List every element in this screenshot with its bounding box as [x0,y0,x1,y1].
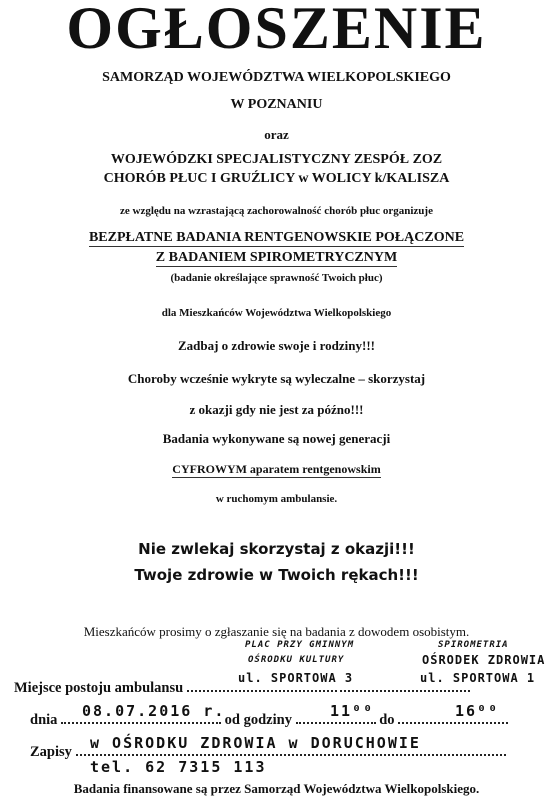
signup-label: Zapisy [30,744,72,760]
notice-title: OGŁOSZENIE [66,0,487,61]
co-organizer-line1: WOJEWÓDZKI SPECJALISTYCZNY ZESPÓŁ ZOZ [110,152,443,167]
organizer-name: SAMORZĄD WOJEWÓDZTWA WIELKOPOLSKIEGO [102,70,451,85]
headline-line2-text: Z BADANIEM SPIROMETRYCZNYM [155,250,398,265]
date-label: dnia [30,712,58,728]
device-text: CYFROWYM aparatem rentgenowskim [172,462,381,476]
funding-note: Badania finansowane są przez Samorząd Województwa Wielkopolskiego. [73,781,480,796]
id-requirement-note: Mieszkańców prosimy o zgłaszanie się na badania z dowodem osobistym. [83,624,470,639]
from-hour-handwritten: 11⁰⁰ [330,702,375,720]
location-handwritten-top: PLAC PRZY GMINNYM [245,640,355,650]
device-line [0,462,553,477]
co-organizer-line2: CHORÓB PŁUC I GRUŹLICY w WOLICY k/KALISZA [103,171,450,186]
phone-handwritten: tel. 62 7315 113 [90,758,267,776]
location-handwritten: ul. SPORTOWA 3 [238,671,354,685]
date-handwritten: 08.07.2016 r. [82,702,226,720]
slogan-4: Badania wykonywane są nowej generacji [162,431,391,446]
to-hour-label: do [379,712,395,728]
headline-line2 [0,250,553,266]
vehicle-text: w ruchomym ambulansie. [215,493,338,505]
signup-handwritten: w OŚRODKU ZDROWIA w DORUCHOWIE [90,734,421,752]
slogan-3: z okazji gdy nie jest za późno!!! [189,402,364,417]
location-handwritten-mid: OŚRODKU KULTURY [248,655,345,665]
headline-line1-text: BEZPŁATNE BADANIA RENTGENOWSKIE POŁĄCZONE [88,230,465,245]
intro-text: ze względu na wzrastającą zachorowalność chorób płuc organizuje [120,205,433,217]
to-hour-handwritten: 16⁰⁰ [455,702,500,720]
headline-line1 [0,230,553,246]
location-label: Miejsce postoju ambulansu [14,680,184,696]
slogan-2: Choroby wcześnie wykryte są wyleczalne – skorzystaj [127,371,426,386]
cta-line-2: Twoje zdrowie w Twoich rękach!!! [134,566,419,584]
spiro-handwritten-mid: OŚRODEK ZDROWIA [422,653,546,667]
audience-text: dla Mieszkańców Województwa Wielkopolskiego [161,307,392,319]
cta-line-1: Nie zwlekaj skorzystaj z okazji!!! [138,540,415,558]
spiro-handwritten-top: SPIROMETRIA [438,640,509,650]
slogan-1: Zadbaj o zdrowie swoje i rodziny!!! [177,338,376,353]
from-hour-label: od godziny [224,712,292,728]
organizer-city: W POZNANIU [230,97,323,112]
subnote-text: (badanie określające sprawność Twoich płuc) [170,272,383,284]
spiro-handwritten: ul. SPORTOWA 1 [420,671,536,685]
conjunction-text: oraz [264,127,289,142]
